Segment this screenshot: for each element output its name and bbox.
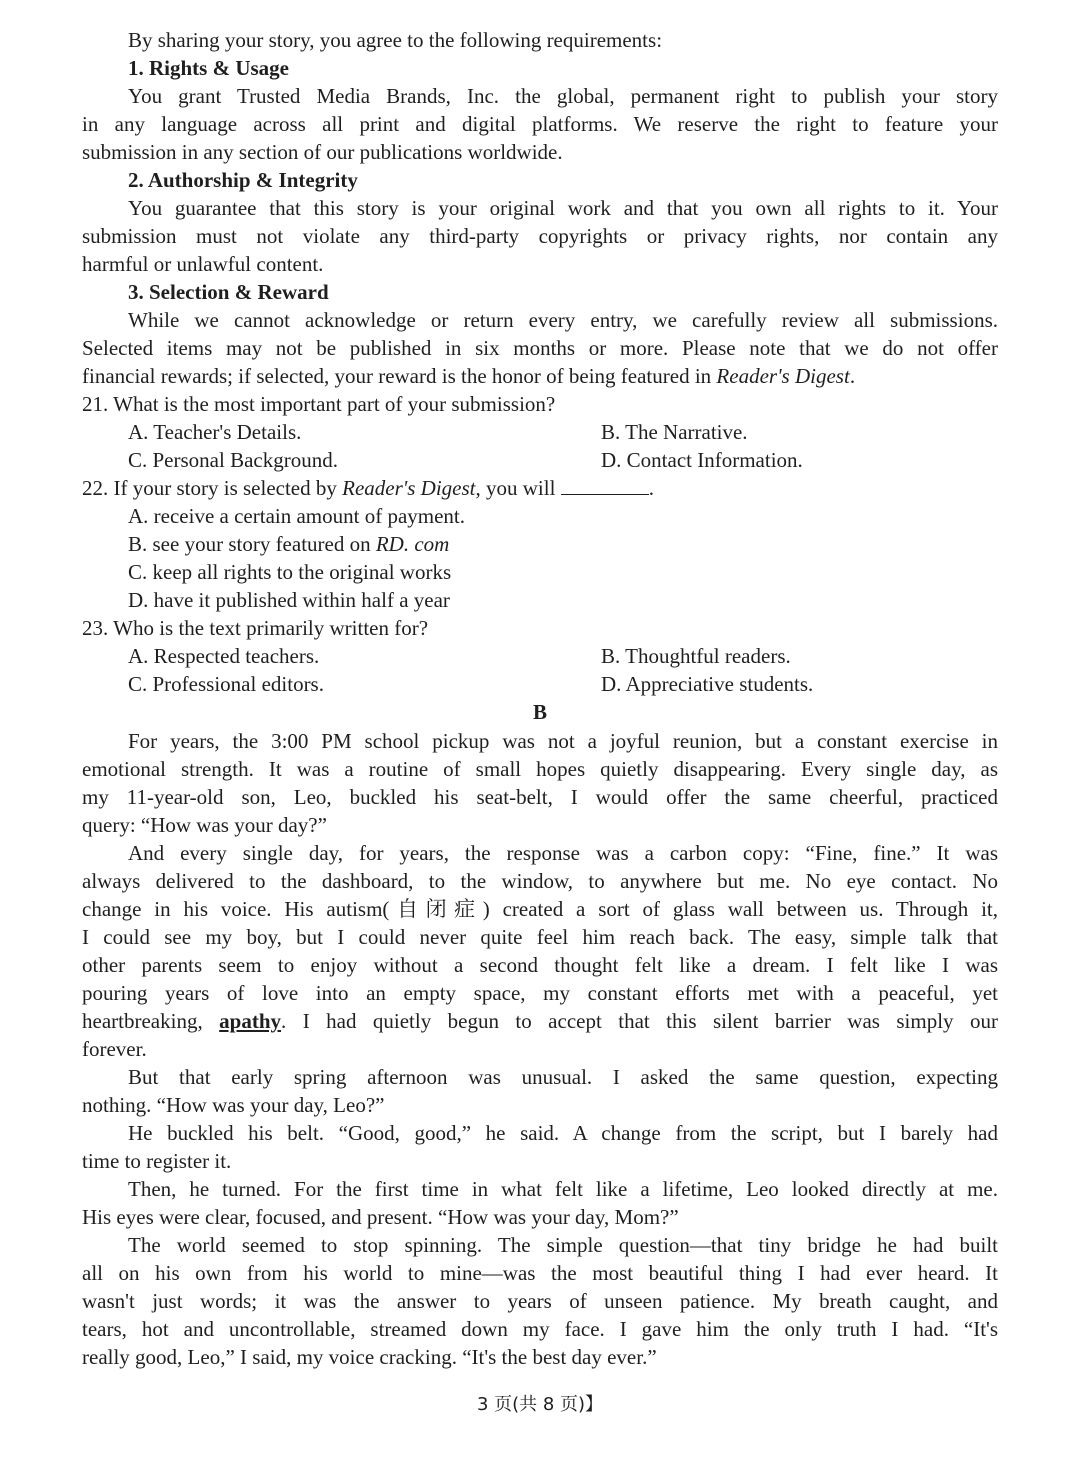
text-line: in any language across all print and digital platforms. We reserve the right to feature your <box>82 112 998 136</box>
question-22-stem <box>82 474 998 502</box>
text-line <box>82 362 998 390</box>
text-line: submission in any section of our publications worldwide. <box>82 140 563 164</box>
q21-option-a: A. Teacher's Details. <box>128 420 302 444</box>
text-span: financial rewards; if selected, your reward is the honor of being featured in <box>82 364 717 388</box>
question-23-stem: 23. Who is the text primarily written for? <box>82 616 429 640</box>
text-line: other parents seem to enjoy without a second thought felt like a dream. I felt like I was <box>82 953 998 977</box>
text-line: You guarantee that this story is your original work and that you own all rights to it. Your <box>128 196 998 220</box>
q21-option-c: C. Personal Background. <box>128 448 338 472</box>
text-line: my 11-year-old son, Leo, buckled his seat-belt, I would offer the same cheerful, practiced <box>82 785 998 809</box>
text-line: While we cannot acknowledge or return every entry, we carefully review all submissions. <box>128 308 998 332</box>
question-21-stem: 21. What is the most important part of your submission? <box>82 392 556 416</box>
q22-option-b <box>128 530 998 558</box>
q22-option-a: A. receive a certain amount of payment. <box>128 504 466 528</box>
answer-blank <box>561 476 649 495</box>
text-line: I could see my boy, but I could never quite feel him reach back. The easy, simple talk that <box>82 925 998 949</box>
text-line: nothing. “How was your day, Leo?” <box>82 1093 385 1117</box>
text-span: . <box>648 476 654 500</box>
text-span: . I had quietly begun to accept that this silent barrier was simply our <box>281 1009 998 1033</box>
q21-option-d: D. Contact Information. <box>601 448 803 472</box>
publication-title: Reader's Digest <box>716 364 850 388</box>
text-span: 22. If your story is selected by <box>82 476 343 500</box>
section-heading-selection: 3. Selection & Reward <box>128 280 329 304</box>
section-heading-rights: 1. Rights & Usage <box>128 56 289 80</box>
underlined-word: apathy <box>219 1009 281 1033</box>
q23-option-b: B. Thoughtful readers. <box>601 644 791 668</box>
text-line: submission must not violate any third-party copyrights or privacy rights, nor contain any <box>82 224 998 248</box>
text-span: . <box>849 364 856 388</box>
q23-option-a: A. Respected teachers. <box>128 644 320 668</box>
text-line: query: “How was your day?” <box>82 813 327 837</box>
text-line: Then, he turned. For the first time in what felt like a lifetime, Leo looked directly at me. <box>128 1177 998 1201</box>
text-line: And every single day, for years, the response was a carbon copy: “Fine, fine.” It was <box>128 841 998 865</box>
text-line: harmful or unlawful content. <box>82 252 324 276</box>
text-line: The world seemed to stop spinning. The simple question—that tiny bridge he had built <box>128 1233 998 1257</box>
section-heading-authorship: 2. Authorship & Integrity <box>128 168 358 192</box>
text-line: change in his voice. His autism(自闭症) created a sort of glass wall between us. Through it, <box>82 897 998 921</box>
text-line: time to register it. <box>82 1149 232 1173</box>
page-footer: 3 页(共 8 页)】 <box>476 1394 604 1415</box>
publication-title: Reader's Digest <box>342 476 476 500</box>
text-line: emotional strength. It was a routine of small hopes quietly disappearing. Every single day, as <box>82 757 998 781</box>
passage-heading: B <box>532 700 547 724</box>
text-line: wasn't just words; it was the answer to years of unseen patience. My breath caught, and <box>82 1289 998 1313</box>
text-line: pouring years of love into an empty space, my constant efforts met with a peaceful, yet <box>82 981 998 1005</box>
text-line: You grant Trusted Media Brands, Inc. the global, permanent right to publish your story <box>128 84 998 108</box>
text-line <box>82 1007 998 1035</box>
website-name: RD. com <box>375 532 450 556</box>
text-line: But that early spring afternoon was unusual. I asked the same question, expecting <box>128 1065 998 1089</box>
text-line: For years, the 3:00 PM school pickup was not a joyful reunion, but a constant exercise in <box>128 729 998 753</box>
q23-option-c: C. Professional editors. <box>128 672 324 696</box>
text-line: tears, hot and uncontrollable, streamed down my face. I gave him the only truth I had. “It's <box>82 1317 998 1341</box>
text-line: forever. <box>82 1037 147 1061</box>
text-span: heartbreaking, <box>82 1009 220 1033</box>
text-line: really good, Leo,” I said, my voice cracking. “It's the best day ever.” <box>82 1345 657 1369</box>
text-span: , you will <box>475 476 556 500</box>
q22-option-c: C. keep all rights to the original works <box>128 560 452 584</box>
q23-option-d: D. Appreciative students. <box>601 672 814 696</box>
text-line: He buckled his belt. “Good, good,” he said. A change from the script, but I barely had <box>128 1121 998 1145</box>
text-line: Selected items may not be published in six months or more. Please note that we do not offer <box>82 336 998 360</box>
requirements-intro: By sharing your story, you agree to the following requirements: <box>128 28 663 52</box>
q21-option-b: B. The Narrative. <box>601 420 748 444</box>
text-line: always delivered to the dashboard, to the window, to anywhere but me. No eye contact. No <box>82 869 998 893</box>
q22-option-d: D. have it published within half a year <box>128 588 450 612</box>
text-line: His eyes were clear, focused, and present. “How was your day, Mom?” <box>82 1205 679 1229</box>
text-span: B. see your story featured on <box>128 532 376 556</box>
text-line: all on his own from his world to mine—was the most beautiful thing I had ever heard. It <box>82 1261 998 1285</box>
